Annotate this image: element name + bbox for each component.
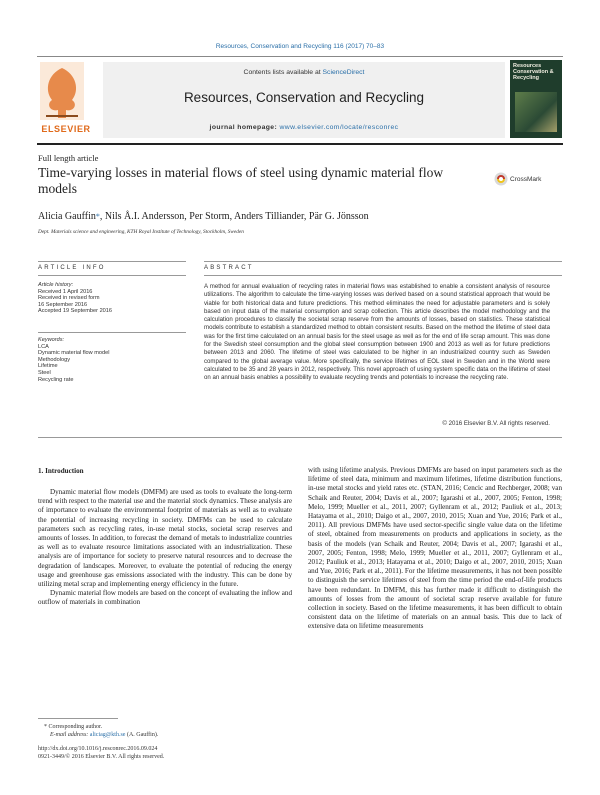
keywords-block [38,337,186,383]
email-link[interactable]: aliciag@kth.se [89,732,126,738]
header-top-rule [37,56,563,57]
abstract-top-rule [204,261,562,262]
history-item: 16 September 2016 [38,301,88,308]
email-line [50,732,158,740]
article-info-heading: ARTICLE INFO [38,265,106,271]
corresponding-author-note: * Corresponding author. [44,724,103,730]
author-list [38,211,369,222]
affiliation: Dept. Materials science and engineering, KTH Royal Institute of Technology, Stockholm, Sweden [38,229,244,235]
journal-homepage-line [103,124,505,131]
corresponding-author-marker[interactable]: * [95,212,100,221]
homepage-link[interactable]: www.elsevier.com/locate/resconrec [279,124,399,131]
abstract-mid-rule [204,275,562,276]
article-title: Time-varying losses in material flows of steel using dynamic material flow models [38,165,444,196]
footnote-rule [38,718,118,719]
history-item: Accepted 19 September 2016 [38,308,113,315]
article-type: Full length article [38,153,99,163]
email-label: E-mail address: [50,732,90,738]
journal-reference[interactable]: Resources, Conservation and Recycling 116 (2017) 70–83 [215,43,385,50]
journal-name: Resources, Conservation and Recycling [183,90,425,105]
elsevier-tree-logo [38,60,86,134]
keyword: Steel [38,369,51,376]
body-paragraph: Dynamic material flow models are based on the concept of evaluating the inflow and outflow of materials in combination [38,589,292,607]
history-item: Received in revised form [38,295,100,302]
article-history [38,282,186,315]
history-label: Article history: [38,282,74,288]
abstract-text: A method for annual evaluation of recycling rates in material flows was established to enable a consistent analysis of resource utilizations. The algorithm to calculate the time-varying losses was derived based on a sound statistical approach that would be viable for both historical data and future predictions. This method eliminates the need for adjustable parameters and is solely based on input data of the material consumption and scrap collection. This article describes the model methodology and the calculation procedures to classify the societal scrap reserve from the amounts of losses, based on statistics. These statistical models contribute to establish a standardized method to obtain consistent results. Based on the method the lifetime of steel data was for the first time calculated on an annual basis for the steel usage as well as for the end of life scrap amount. This was done for the Swedish steel consumption and the global steel consumption between 1900 and 2013 as well as for future predictions between 2013 and 2060. The lifetime of steel was calculated to be higher in an industrialized country such as Sweden compared to the global average value. More specifically, the service lifetimes of EOL steel in Sweden and in the World were calculated to be 35 and 28 years in 2012, respectively. This novel approach of using system specific data on the lifetime of steel on an annual basis enables a possibility to evaluate recycling trends and potentials to increase the recycling rate. [204,283,550,382]
publisher-wordmark: ELSEVIER [41,124,91,134]
keyword: LCA [38,343,49,350]
keyword: Recycling rate [38,376,74,383]
history-item: Received 1 April 2016 [38,288,93,295]
abstract-bottom-rule [38,437,562,438]
cover-image [515,92,557,132]
keywords-rule [38,332,186,333]
keyword: Dynamic material flow model [38,350,110,357]
keyword: Methodology [38,356,71,363]
first-author[interactable]: Alicia Gauffin [38,211,96,222]
other-authors: , Nils Å.I. Andersson, Per Storm, Anders Tilliander, Pär G. Jönsson [99,211,369,222]
homepage-label: journal homepage: [209,124,278,131]
journal-cover-thumbnail[interactable] [510,60,562,138]
article-info-mid-rule [38,275,186,276]
body-paragraph: Dynamic material flow models (DMFM) are used as tools to evaluate the long-term trend with respect to the material use and the material stock dynamics. These analysis are of importance to evaluate the environmental footprint of materials as well as to evaluate the potential of increasing recycling in society. DMFMs can be used to calculate parameters such as recycling rates, in-use metal stocks, societal scrap reserves and amounts of losses. In addition, to forecast the demand of metals to industrialize countries as well as to evaluate resource limitations associated with an industrialization. These analysis are of importance for society to preserve natural resources and to decrease the degradation of landscapes. Moreover, to evaluate the potential of reducing the energy usage and greenhouse gas emissions associated with the industry. This can be done by utilizing metal scrap and implementing energy efficiency in the future. [38,488,292,589]
crossmark-icon[interactable] [494,172,508,186]
body-column-left [38,488,292,608]
email-suffix: (A. Gauffin). [125,732,159,738]
section-heading-introduction: 1. Introduction [38,467,84,475]
doi-link[interactable]: http://dx.doi.org/10.1016/j.resconrec.2016.09.024 [38,746,158,752]
body-column-right [308,466,562,632]
contents-available-line [103,69,505,76]
issn-line: 0921-3449/© 2016 Elsevier B.V. All rights reserved. [38,754,165,760]
abstract-copyright: © 2016 Elsevier B.V. All rights reserved. [442,420,550,427]
abstract-heading: ABSTRACT [204,265,254,271]
keyword: Lifetime [38,363,58,370]
header-bottom-rule [37,143,563,145]
cover-title: Resources Conservation & Recycling [513,63,554,81]
keywords-label: Keywords: [38,337,65,343]
sciencedirect-link[interactable]: ScienceDirect [322,69,365,76]
contents-prefix: Contents lists available at [243,69,323,76]
article-info-top-rule [38,261,186,262]
body-paragraph: with using lifetime analysis. Previous DMFMs are based on input parameters such as the lifetime of steel data, minimum and maximum lifetimes, lifetime distribution functions, in-use metal stocks and yield rates etc. (STAN, 2016; Cencic and Rechberger, 2008; van Schaik and Reuter, 2004; Davis et al., 2007; Igarashi et al., 2007, 2005; Fenton, 1998; Melo, 1999; Mueller et al., 2011, 2007; Gyllenram et al., 2012; Pauliuk et al., 2013; Hatayama et al., 2010; Daigo et al., 2007, 2010, 2015; Xuan and Yue, 2016; Park et al., 2011). All previous DMFMs have used sector-specific single value data on the lifetime of steel, obtained from measurements on products and applications in society, as the basis of the models (van Schaik and Reuter, 2004; Davis et al., 2007; Igarashi et al., 2007, 2005; Fenton, 1998; Melo, 1999; Mueller et al., 2011, 2007; Gyllenram et al., 2012; Pauliuk et al., 2013; Hatayama et al., 2010; Daigo et al., 2007, 2010, 2015; Xuan and Yue, 2016; Park et al., 2011). For the lifetime measurements, it has not been possible to distinguish the service lifetimes of steel from the time period the end-of-life products have been redundant. In DMFM, this has further made it difficult to distinguish the amounts of losses from the amount of societal scrap reserve available for future collection in society. Based on the lifetime measurements, it has been difficult to obtain consistent data on the lifetime of materials on an annual basis. This due to lack of extensive data on lifetime measurements [308,466,562,631]
crossmark-label[interactable]: CrossMark [510,176,542,183]
